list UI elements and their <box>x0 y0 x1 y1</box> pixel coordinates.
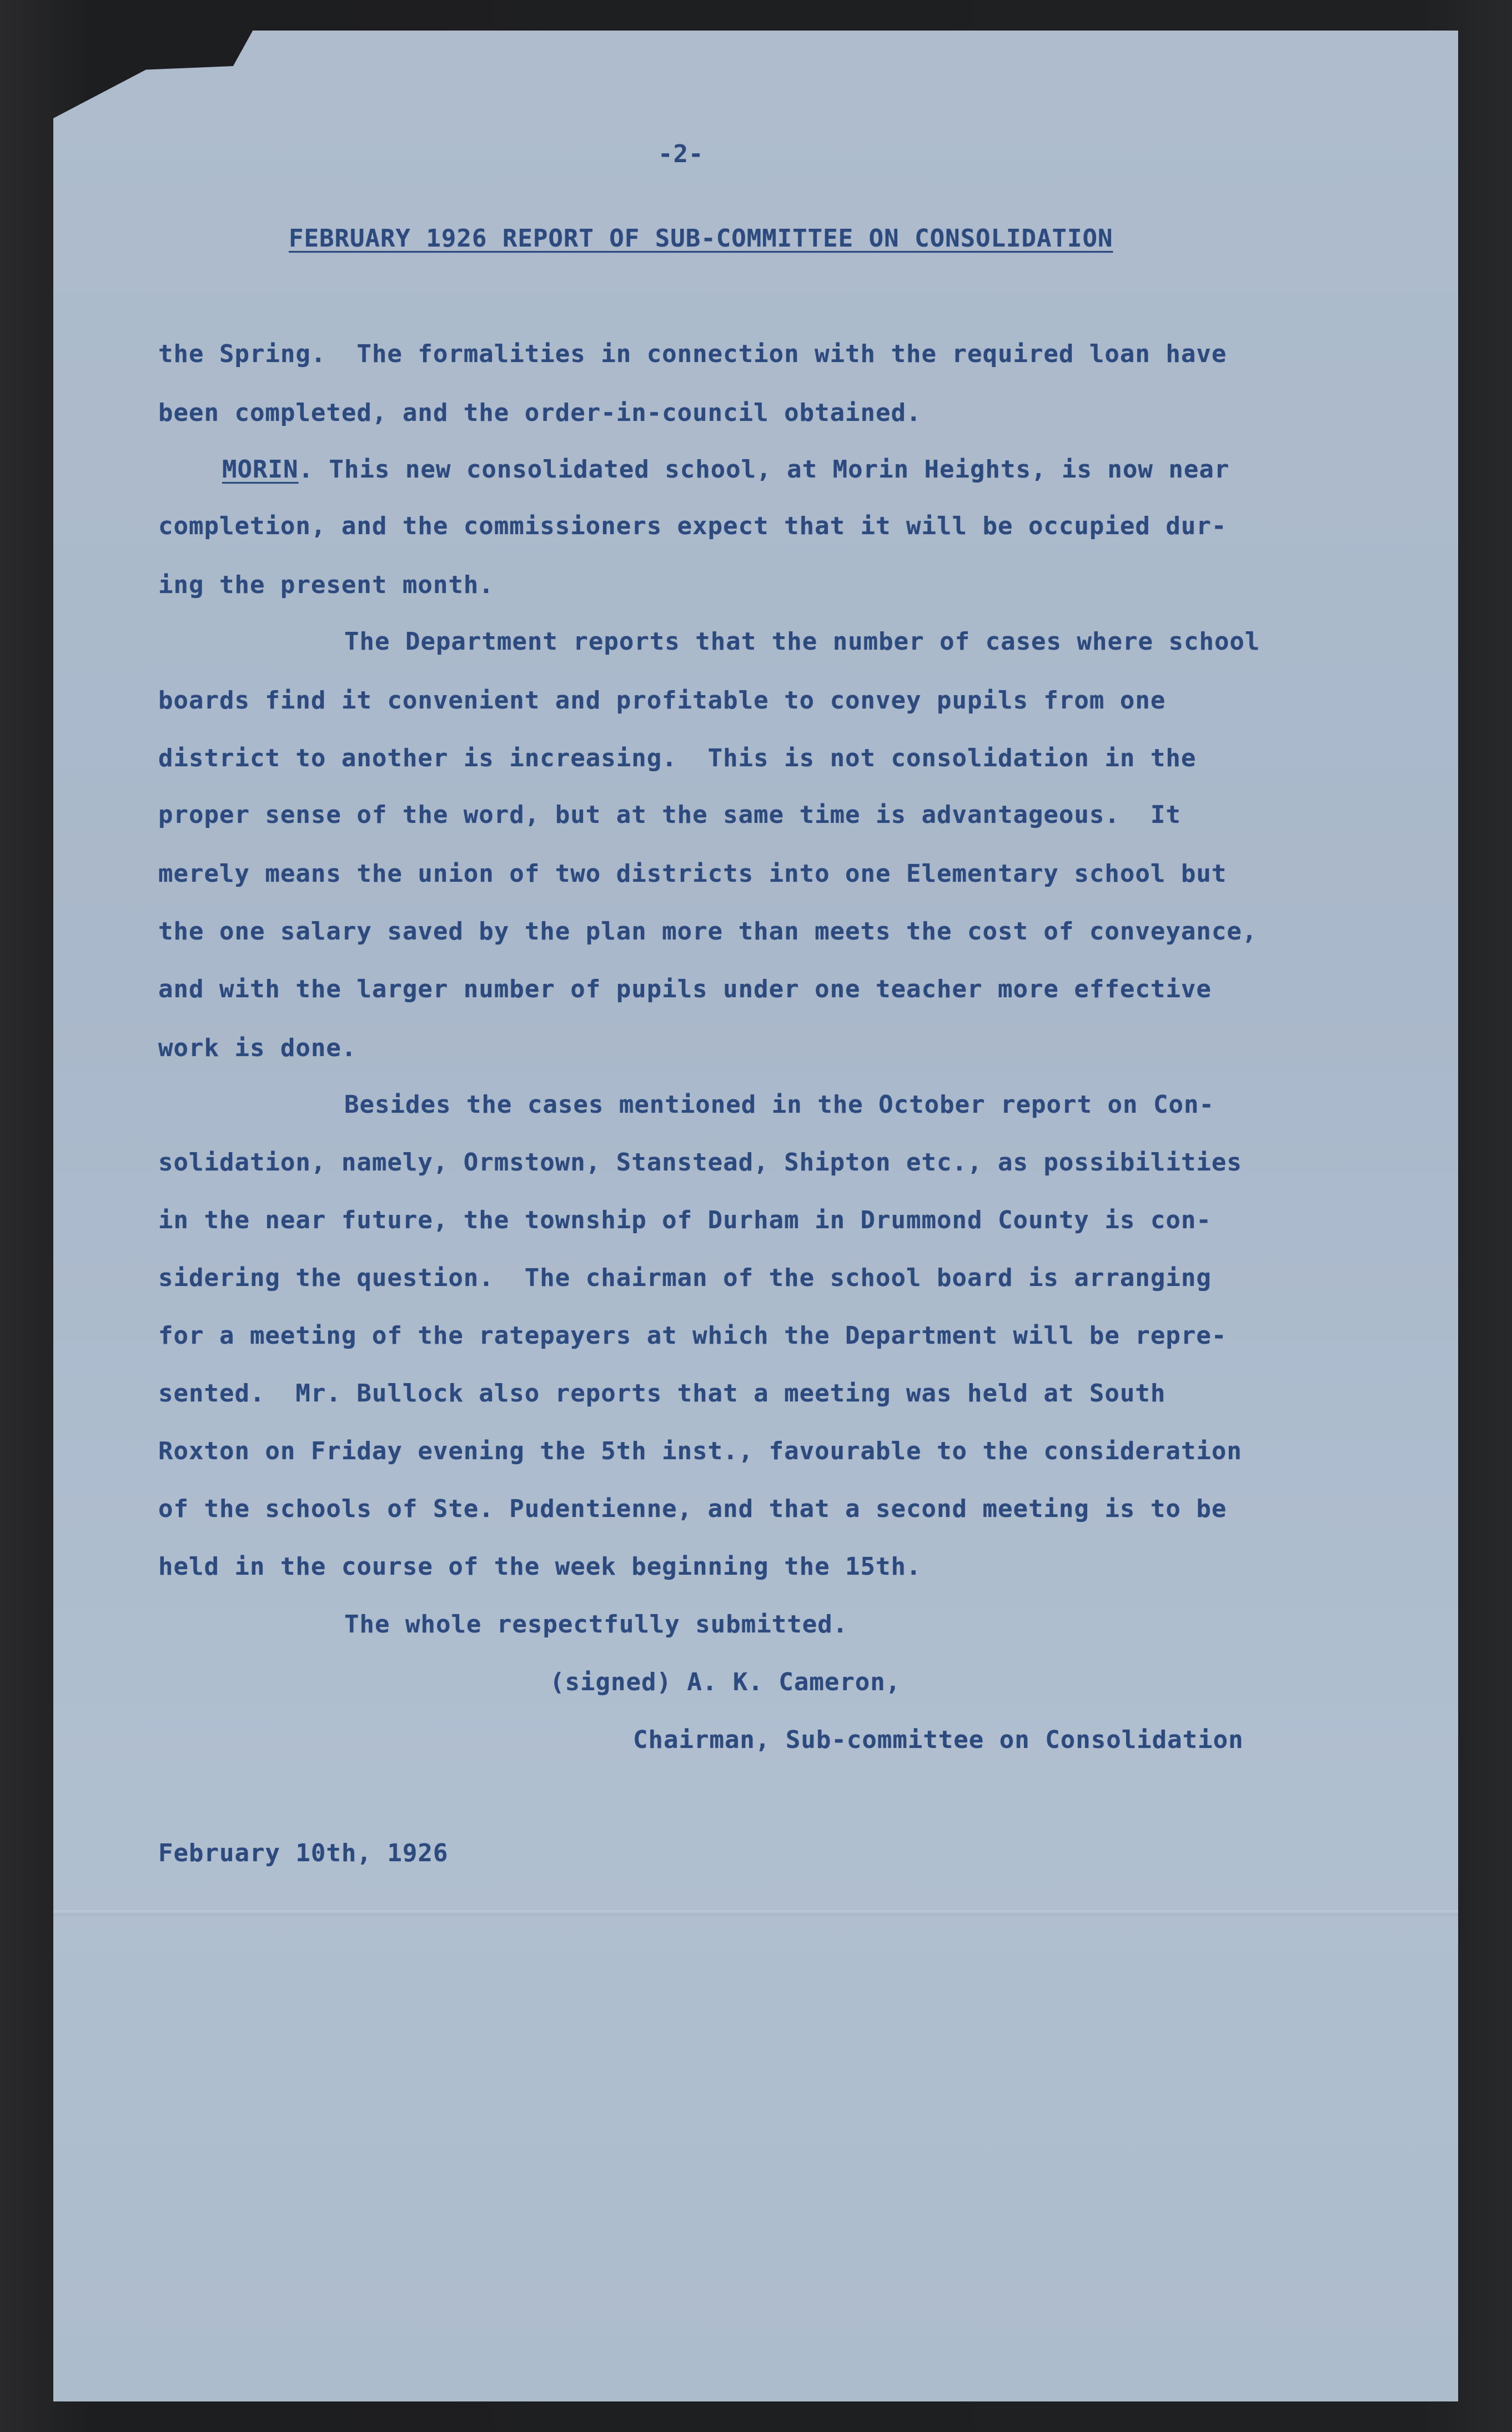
morin-paragraph-line <box>222 455 1229 484</box>
body-line: for a meeting of the ratepayers at which the Department will be repre- <box>158 1321 1227 1350</box>
signature: (signed) A. K. Cameron, <box>550 1668 901 1696</box>
body-line: been completed, and the order-in-council obtained. <box>158 399 922 427</box>
body-line: boards find it convenient and profitable to convey pupils from one <box>158 686 1166 715</box>
paper-fold <box>53 1910 1458 1916</box>
body-line: ing the present month. <box>158 571 494 599</box>
closing-line: The whole respectfully submitted. <box>344 1610 848 1639</box>
body-line: work is done. <box>158 1034 357 1062</box>
body-line: Roxton on Friday evening the 5th inst., favourable to the consideration <box>158 1437 1242 1465</box>
body-line: sented. Mr. Bullock also reports that a meeting was held at South <box>158 1379 1166 1408</box>
body-line: Besides the cases mentioned in the October report on Con- <box>344 1091 1214 1119</box>
body-line: district to another is increasing. This is not consolidation in the <box>158 744 1197 772</box>
body-line: of the schools of Ste. Pudentienne, and that a second meeting is to be <box>158 1495 1227 1523</box>
morin-line-text: . This new consolidated school, at Morin Heights, is now near <box>298 455 1230 484</box>
body-line: the one salary saved by the plan more than meets the cost of conveyance, <box>158 917 1258 946</box>
body-line: and with the larger number of pupils under one teacher more effective <box>158 975 1212 1003</box>
document-date: February 10th, 1926 <box>158 1839 449 1867</box>
signature-title: Chairman, Sub-committee on Consolidation <box>633 1726 1244 1754</box>
body-line: The Department reports that the number of cases where school <box>344 627 1260 656</box>
body-line: proper sense of the word, but at the same time is advantageous. It <box>158 801 1181 829</box>
body-line: in the near future, the township of Durham in Drummond County is con- <box>158 1206 1212 1234</box>
body-line: held in the course of the week beginning the 15th. <box>158 1552 922 1581</box>
document-heading: FEBRUARY 1926 REPORT OF SUB-COMMITTEE ON CONSOLIDATION <box>289 224 1113 253</box>
body-line: sidering the question. The chairman of the school board is arranging <box>158 1264 1212 1292</box>
body-line: the Spring. The formalities in connection with the required loan have <box>158 340 1227 368</box>
body-line: completion, and the commissioners expect that it will be occupied dur- <box>158 512 1227 540</box>
body-line: merely means the union of two districts into one Elementary school but <box>158 860 1227 888</box>
body-line: solidation, namely, Ormstown, Stanstead, Shipton etc., as possibilities <box>158 1148 1242 1177</box>
morin-label: MORIN <box>222 455 299 484</box>
page-number: -2- <box>658 140 704 168</box>
